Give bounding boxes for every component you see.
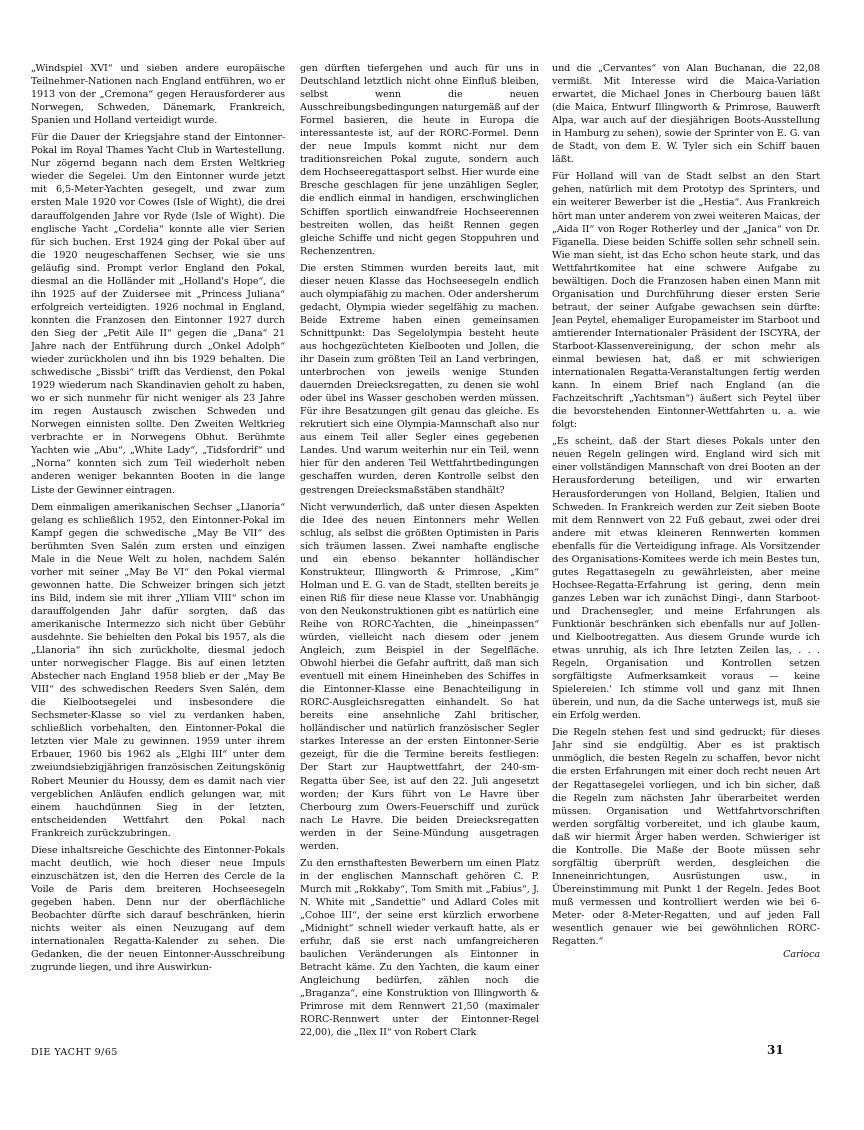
paragraph: „Es scheint, daß der Start dieses Pokals unter den neuen Regeln gelingen wird. England wird sich mit einer vollständigen Mannschaft von drei Booten an der Herausforderung beteiligen, und wir erwarten Herausforderungen von Holland, Belgien, Italien und Schweden. In Frankreich werden zur Zeit sieben Boote mit dem Rennwert von 22 Fuß gebaut, zwei oder drei andere mit etwas kleineren Rennwerten kommen ebenfalls für die Verteidigung infrage. Als Vorsitzender des Organisations-Komitees werde ich mein Bestes tun, gutes Regattasegeln zu gewährleisten, aber meine Hochsee-Regatta-Erfahrung ist gering, denn mein ganzes Leben war ich zunächst Dingi-, dann Starboot- und Drachensegler, und meine Erfahrungen als Funktionär beschränken sich ebenfalls nur auf Jollen- und Kielbootregatten. Aus diesem Grunde wurde ich etwas unruhig, als ich Ihre letzten Zeilen las, . . . Regeln, Organisation und Kontrollen setzen sorgfältigste Aufmerksamkeit voraus — keine Spielereien.' Ich stimme voll und ganz mit Ihnen überein, und nun, da die Sache unterwegs ist, muß sie ein Erfolg werden. [552, 436, 820, 722]
paragraph: Für Holland will van de Stadt selbst an den Start gehen, natürlich mit dem Prototyp des Sprinters, und ein weiterer Bewerber ist die „Hestia“. Aus Frankreich hört man unter anderem von zwei weiteren Maicas, der „Aida II“ von Roger Rotherley und der „Janica“ von Dr. Figanella. Diese beiden Schiffe sollen sehr schnell sein. Wie man sieht, ist das Echo schon heute stark, und das Wettfahrtkomitee hat eine schwere Aufgabe zu bewältigen. Doch die Franzosen haben einen Mann mit Organisation und Durchführung dieser ersten Serie betraut, der seiner Aufgabe gewachsen sein dürfte: Jean Peytel, ehemaliger Europameister im Starboot und amtierender Internationaler Präsident der ISCYRA, der Starboot-Klassenvereinigung, der schon mehr als einmal bewiesen hat, daß er mit schwierigen internationalen Regatta-Veranstaltungen fertig werden kann. In einem Brief nach England (an die Fachzeitschrift „Yachtsman“) äußert sich Peytel über die bevorstehenden Eintonner-Wettfahrten u. a. wie folgt: [552, 171, 820, 431]
paragraph: Diese inhaltsreiche Geschichte des Eintonner-Pokals macht deutlich, wie hoch dieser neue Impuls einzuschätzen ist, den die Herren des Cercle de la Voile de Paris dem breiteren Hochseesegeln gegeben haben. Denn nur der oberflächliche Beobachter dürfte sich darauf beschränken, hierin nichts weiter als einen Neuzugang auf dem internationalen Regatta-Kalender zu sehen. Die Gedanken, die der neuen Eintonner-Ausschreibung zugrunde liegen, und ihre Auswirkun- [31, 844, 285, 974]
paragraph: Nicht verwunderlich, daß unter diesen Aspekten die Idee des neuen Eintonners mehr Wellen schlug, als selbst die größten Optimisten in Paris sich träumen lassen. Zwei namhafte englische und ein ebenso bekannter holländischer Konstrukteur, Illingworth & Primrose, „Kim“ Holman und E. G. van de Stadt, stellten bereits je einen Riß für diese neue Klasse vor. Unabhängig von den Neukonstruktionen gibt es natürlich eine Reihe von RORC-Yachten, die „hineinpassen“ würden, vielleicht nach diesem oder jenem Angleich, zum Beispiel in der Segelfläche. Obwohl hierbei die Gefahr auftritt, daß man sich eventuell mit einem Hineinheben des Schiffes in die Eintonner-Klasse eine Benachteiligung in RORC-Ausgleichsregatten einhandelt. So hat bereits eine ansehnliche Zahl britischer, holländischer und natürlich französischer Segler starkes Interesse an der ersten Eintonner-Serie gezeigt, für die die Termine bereits festliegen: Der Start zur Hauptwettfahrt, der 240-sm-Regatta über See, ist auf den 22. Juli angesetzt worden; der Kurs führt von Le Havre über Cherbourg zum Owers-Feuerschiff und zurück nach Le Havre. Die beiden Dreiecksregatten werden in der Seine-Mündung ausgetragen werden. [300, 501, 539, 852]
paragraph: Für die Dauer der Kriegsjahre stand der Eintonner-Pokal im Royal Thames Yacht Club in Wartestellung. Nur zögernd begann nach dem Ersten Weltkrieg wieder die Segelei. Um den Eintonner wurde jetzt mit 6,5-Meter-Yachten gesegelt, und zwar zum ersten Male 1920 vor Cowes (Isle of Wight), die drei darauffolgenden Jahre vor Ryde (Isle of Wight). Die englische Yacht „Cordelia“ konnte alle vier Serien für sich buchen. Erst 1924 ging der Pokal über auf die 1920 neugeschaffenen Sechser, wie sie uns geläufig sind. Prompt verlor England den Pokal, diesmal an die Holländer mit „Holland's Hope“, die ihn 1925 auf der Zuidersee mit „Princess Juliana“ erfolgreich verteidigten. 1926 nochmal in England, konnten die Franzosen den Eintonner 1927 durch den Sieg der „Petit Aile II“ gegen die „Dana“ 21 Jahre nach der Entführung durch „Onkel Adolph“ wieder zurückholen und ihn bis 1929 behalten. Die schwedische „Bissbi“ trifft das Verdienst, den Pokal 1929 wiederum nach Skandinavien geholt zu haben, wo er sich nunmehr für nicht weniger als 23 Jahre im regen Austausch zwischen Schweden und Norwegen einnisten sollte. Den Zweiten Weltkrieg verbrachte er in Norwegens Obhut. Berühmte Yachten wie „Abu“, „White Lady“, „Tidsfordrif“ und „Norna“ konnten sich zum Teil wiederholt neben anderen weniger bekannten Booten in die lange Liste der Gewinner eintragen. [31, 132, 285, 496]
paragraph: Zu den ernsthaftesten Bewerbern um einen Platz in der englischen Mannschaft gehören C. P. Murch mit „Rokkaby“, Tom Smith mit „Fabius“, J. N. White mit „Sandettie“ und Adlard Coles mit „Cohoe III“, der seine erst kürzlich erworbene „Midnight“ schnell wieder verkauft hatte, als er erfuhr, daß sie erst nach umfangreicheren baulichen Veränderungen als Eintonner in Betracht käme. Zu den Yachten, die kaum einer Angleichung bedürfen, zählen noch die „Braganza“, eine Konstruktion von Illingworth & Primrose mit dem Rennwert 21,50 (maximaler RORC-Rennwert unter der Eintonner-Regel 22,00), die „Ilex II“ von Robert Clark [300, 857, 539, 1037]
paragraph: „Windspiel XVI“ und sieben andere europäische Teilnehmer-Nationen nach England entführen, wo er 1913 von der „Cremona“ gegen Herausforderer aus Norwegen, Schweden, Dänemark, Frankreich, Spanien und Holland verteidigt wurde. [31, 63, 285, 127]
paragraph: Dem einmaligen amerikanischen Sechser „Llanoria“ gelang es schließlich 1952, den Eintonner-Pokal im Kampf gegen die schwedische „May Be VII“ des berühmten Sven Salén zum ersten und einzigen Male in die Neue Welt zu holen, nachdem Salén vorher mit seiner „May Be VI“ den Pokal viermal gewonnen hatte. Die Schweizer bringen sich jetzt ins Bild, indem sie mit ihrer „Ylliam VIII“ schon im darauffolgenden Jahr dafür sorgten, daß das amerikanische Intermezzo sich nicht über Gebühr ausdehnte. Sie behielten den Pokal bis 1957, als die „Llanoria“ ihn sich zurückholte, diesmal jedoch unter norwegischer Flagge. Bis auf einen letzten Abstecher nach England 1958 blieb er der „May Be VIII“ des schwedischen Reeders Sven Salén, dem die Kielbootsegelei und insbesondere die Sechsmeter-Klasse so viel zu verdanken haben, schließlich vorbehalten, den Eintonner-Pokal die letzten vier Male zu gewinnen. 1959 unter ihrem Erbauer, 1960 bis 1962 als „Elghi III“ unter dem zweiundsiebzigjährigen französischen Zeitungskönig Robert Meunier du Houssy, dem es damit nach vier vergeblichen Anläufen endlich gelungen war, mit einem hauchdünnen Sieg in der letzten, entscheidenden Wettfahrt den Pokal nach Frankreich zurückzubringen. [31, 501, 285, 839]
paragraph: Die Regeln stehen fest und sind gedruckt; für dieses Jahr sind sie endgültig. Aber es ist praktisch unmöglich, die besten Regeln zu schaffen, bevor nicht die ersten Erfahrungen mit einer doch recht neuen Art der Regattasegelei vorliegen, und ich bin sicher, daß die Regeln zum nächsten Jahr überarbeitet werden müssen. Organisation und Wettfahrtvorschriften werden sorgfältig vorbereitet, und ich glaube kaum, daß wir hiermit Ärger haben werden. Schwieriger ist die Kontrolle. Die Maße der Boote müssen sehr sorgfältig überprüft werden, desgleichen die Inneneinrichtungen, Ausrüstungen usw., in Übereinstimmung mit Punkt 1 der Regeln. Jedes Boot muß vermessen und kontrolliert werden wie bei 6-Meter- oder 8-Meter-Regatten, und auf jeden Fall wesentlich genauer wie bei gewöhnlichen RORC-Regatten.“ [552, 727, 820, 948]
author-signature: Carioca [783, 949, 820, 961]
page-number: 31 [767, 1043, 784, 1057]
text-column-3 [552, 62, 820, 1037]
paragraph: und die „Cervantes“ von Alan Buchanan, die 22,08 vermißt. Mit Interesse wird die Maica-Variation erwartet, die Michael Jones in Cherbourg bauen läßt (die Maica, Entwurf Illingworth & Primrose, Bauwerft Alpa, war auch auf der diesjährigen Boots-Ausstellung in Hamburg zu sehen), sowie der Sprinter von E. G. van de Stadt, von dem E. W. Tyler sich ein Schiff bauen läßt. [552, 63, 820, 166]
text-column-2 [300, 62, 539, 1037]
magazine-issue-footer: DIE YACHT 9/65 [31, 1047, 118, 1058]
paragraph: Die ersten Stimmen wurden bereits laut, mit dieser neuen Klasse das Hochseesegeln endlich auch olympiafähig zu machen. Oder andersherum gedacht, Olympia wieder segelfähig zu machen. Beide Extreme haben einen gemeinsamen Schnittpunkt: Das Segelolympia besteht heute aus hochgezüchteten Kielbooten und Jollen, die ihr Dasein zum größten Teil an Land verbringen, unterbrochen von jeweils wenige Stunden dauernden Dreiecksregatten, zu denen sie wohl oder übel ins Wasser geschoben werden müssen. Für ihre Besatzungen gilt genau das gleiche. Es rekrutiert sich eine Olympia-Mannschaft also nur aus einem Teil aller Segler eines gegebenen Landes. Und warum weiterhin nur ein Teil, wenn hier für den anderen Teil Wettfahrtbedingungen geschaffen wurden, deren Kontrolle selbst den gestrengen Dreiecksmaßstäben standhält? [300, 262, 539, 496]
paragraph: gen dürften tiefergehen und auch für uns in Deutschland letztlich nicht ohne Einfluß bleiben, selbst wenn die neuen Ausschreibungsbedingungen naturgemäß auf der Formel basieren, die heute in Europa die interessanteste ist, auf der RORC-Formel. Denn der neue Impuls kommt nicht nur dem traditionsreichen Pokal zugute, sondern auch dem Hochseeregattasport selbst. Hier wurde eine Bresche geschlagen für jene unzähligen Segler, die endlich einmal in handigen, erschwinglichen Schiffen sportlich einwandfreie Hochseerennen bestreiten wollen, das heißt Rennen gegen gleiche Schiffe und nicht gegen Stoppuhren und Rechenzentren. [300, 63, 539, 257]
text-column-1 [31, 62, 285, 1037]
